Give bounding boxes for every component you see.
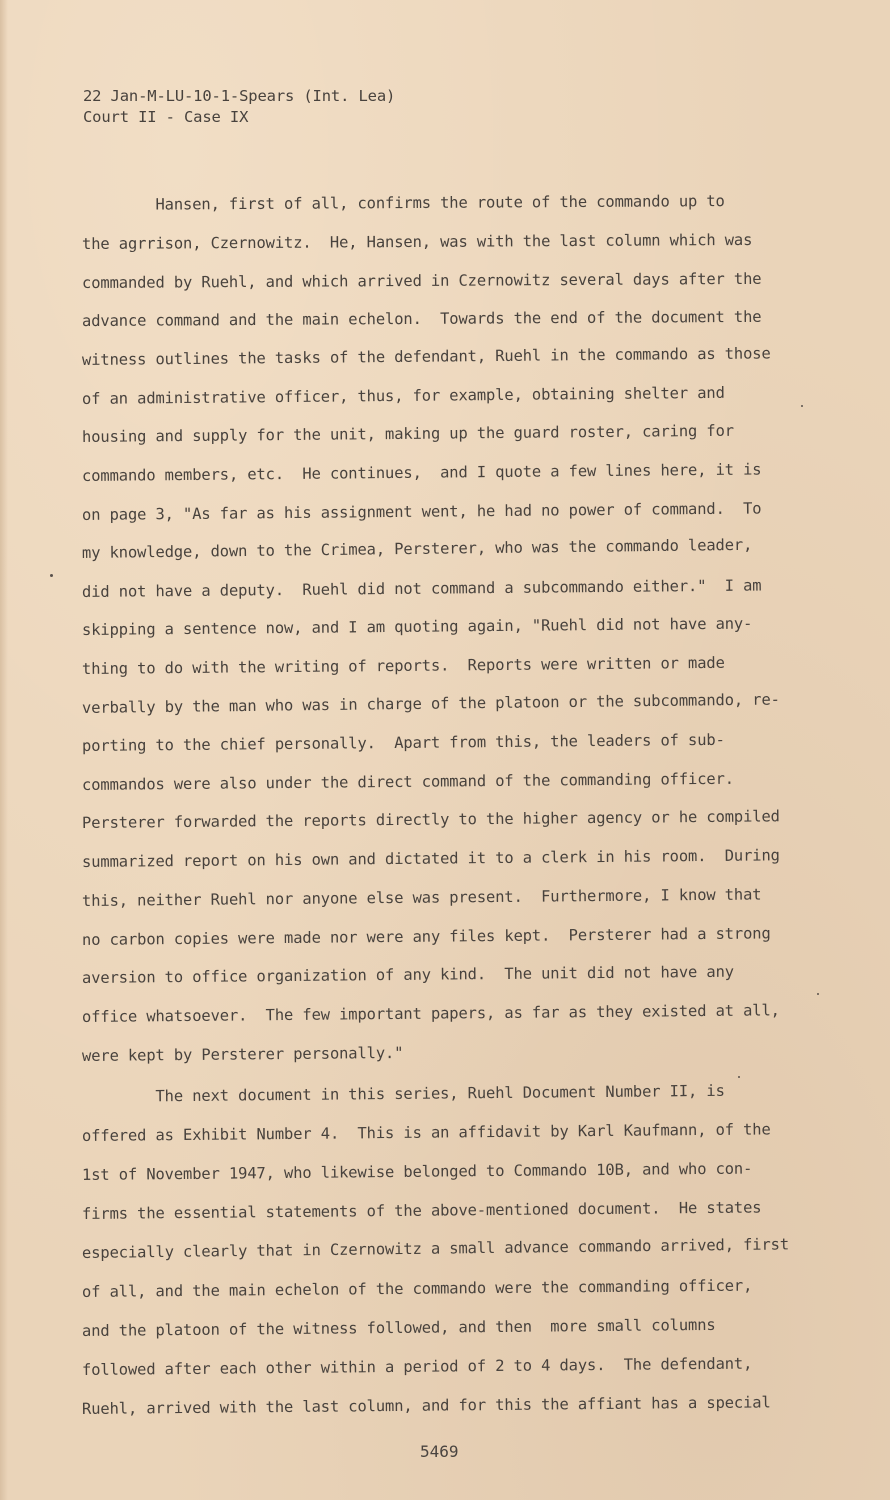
page-number: 5469 <box>420 1442 459 1461</box>
header-court-case: Court II - Case IX <box>83 108 249 126</box>
paper-speck <box>50 574 53 577</box>
body-line: commanded by Ruehl, and which arrived in Czernowitz several days after the <box>81 269 762 292</box>
body-line: this, neither Ruehl nor anyone else was present. Furthermore, I know that <box>81 885 762 910</box>
body-line: were kept by Persterer personally." <box>81 1043 404 1065</box>
header-reference: 22 Jan-M-LU-10-1-Spears (Int. Lea) <box>83 87 396 105</box>
body-line: The next document in this series, Ruehl Document Number II, is <box>81 1081 725 1106</box>
body-line: aversion to office organization of any kind. The unit did not have any <box>81 962 734 987</box>
body-line: commando members, etc. He continues, and I quote a few lines here, it is <box>81 460 762 485</box>
body-line: especially clearly that in Czernowitz a small advance commando arrived, first <box>81 1235 790 1262</box>
body-line: on page 3, "As far as his assignment went, he had no power of command. To <box>81 499 762 524</box>
body-line: skipping a sentence now, and I am quoting again, "Ruehl did not have any- <box>81 614 753 639</box>
body-line: no carbon copies were made nor were any files kept. Persterer had a strong <box>81 924 771 949</box>
body-line: advance command and the main echelon. Towards the end of the document the <box>81 307 762 330</box>
body-line: summarized report on his own and dictated it to a clerk in his room. During <box>81 846 780 871</box>
body-line: of an administrative officer, thus, for example, obtaining shelter and <box>81 383 725 408</box>
body-line: office whatsoever. The few important papers, as far as they existed at all, <box>81 1001 780 1026</box>
body-line: followed after each other within a period of 2 to 4 days. The defendant, <box>81 1354 753 1379</box>
body-line: Hansen, first of all, confirms the route of the commando up to <box>81 192 725 214</box>
document-header <box>83 86 395 128</box>
body-line: Ruehl, arrived with the last column, and for this the affiant has a special <box>81 1393 771 1418</box>
body-line: thing to do with the writing of reports. Reports were written or made <box>81 653 725 678</box>
page-edge-shadow <box>0 0 8 1500</box>
body-line: 1st of November 1947, who likewise belonged to Commando 10B, and who con- <box>81 1159 753 1184</box>
body-line: firms the essential statements of the above-mentioned document. He states <box>81 1198 762 1223</box>
body-line: the agrrison, Czernowitz. He, Hansen, was with the last column which was <box>81 230 753 253</box>
paper-speck <box>801 405 803 407</box>
body-line: of all, and the main echelon of the commando were the commanding officer, <box>81 1276 753 1301</box>
paper-speck <box>738 1076 740 1078</box>
body-line: verbally by the man who was in charge of the platoon or the subcommando, re- <box>81 690 780 717</box>
body-line: housing and supply for the unit, making up the guard roster, caring for <box>81 421 734 446</box>
body-line: and the platoon of the witness followed, and then more small columns <box>81 1315 716 1340</box>
body-line: Persterer forwarded the reports directly to the higher agency or he compiled <box>81 807 780 832</box>
paper-speck <box>817 993 819 995</box>
body-line: offered as Exhibit Number 4. This is an affidavit by Karl Kaufmann, of the <box>81 1120 771 1145</box>
body-line: my knowledge, down to the Crimea, Persterer, who was the commando leader, <box>81 535 753 562</box>
body-line: porting to the chief personally. Apart from this, the leaders of sub- <box>81 730 725 755</box>
body-line: commandos were also under the direct command of the commanding officer. <box>81 769 734 794</box>
body-line: did not have a deputy. Ruehl did not command a subcommando either." I am <box>81 576 762 601</box>
body-line: witness outlines the tasks of the defendant, Ruehl in the commando as those <box>81 344 771 369</box>
